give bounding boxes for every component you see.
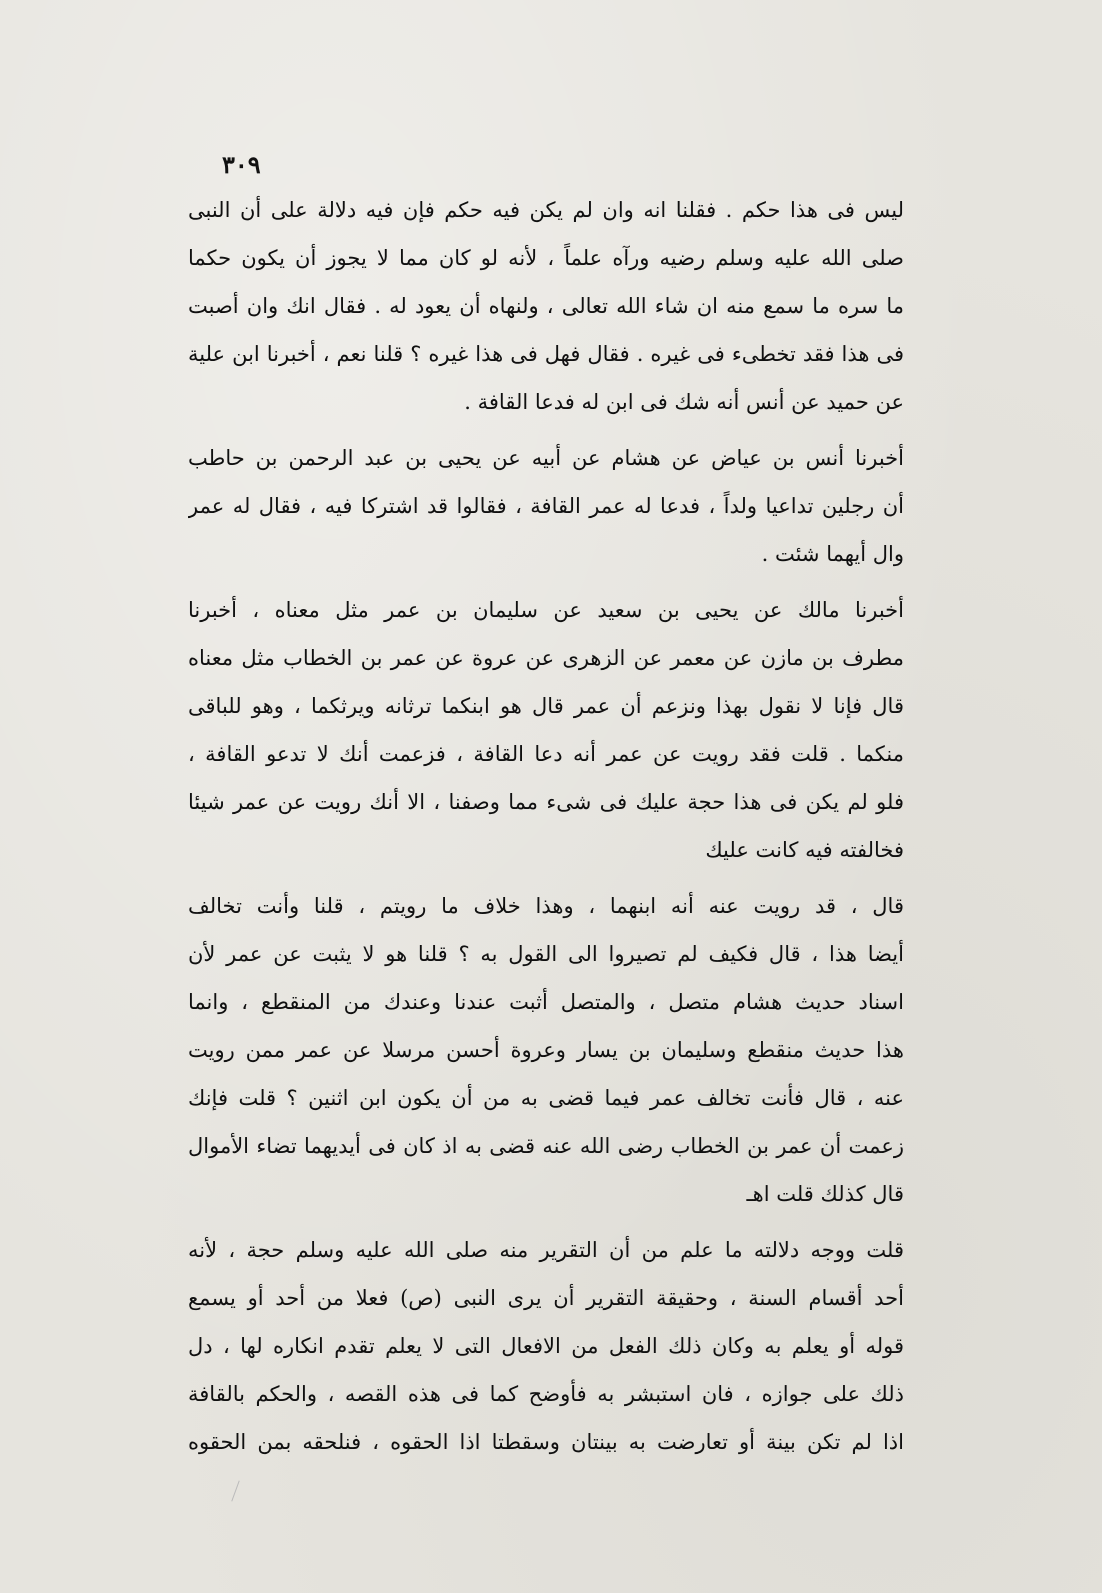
body-text [188, 186, 904, 1466]
text-line: فلو لم يكن فى هذا حجة عليك فى شىء مما وصفنا ، الا أنك رويت عن عمر شيئا [188, 790, 904, 814]
text-line: هذا حديث منقطع وسليمان بن يسار وعروة أحسن مرسلا عن عمر ممن رويت [188, 1038, 904, 1062]
text-line: ليس فى هذا حكم . فقلنا انه وان لم يكن فيه حكم فإن فيه دلالة على أن النبى [188, 198, 904, 222]
text-line: قال فإنا لا نقول بهذا ونزعم أن عمر قال هو ابنكما ترثانه ويرثكما ، وهو للباقى [188, 694, 904, 718]
paragraph [188, 882, 904, 1218]
text-line: أخبرنا مالك عن يحيى بن سعيد عن سليمان بن عمر مثل معناه ، أخبرنا [188, 598, 904, 622]
paragraph [188, 186, 904, 426]
text-line: مطرف بن مازن عن معمر عن الزهرى عن عروة عن عمر بن الخطاب مثل معناه [188, 646, 904, 670]
text-line: عنه ، قال فأنت تخالف عمر فيما قضى به من أن يكون ابن اثنين ؟ قلت فإنك [188, 1086, 904, 1110]
page-number: ٣٠٩ [222, 150, 261, 179]
text-line: أيضا هذا ، قال فكيف لم تصيروا الى القول به ؟ قلنا هو لا يثبت عن عمر لأن [188, 942, 904, 966]
text-line: أحد أقسام السنة ، وحقيقة التقرير أن يرى النبى (ص) فعلا من أحد أو يسمع [188, 1286, 904, 1310]
text-line: اذا لم تكن بينة أو تعارضت به بينتان وسقطتا اذا الحقوه ، فنلحقه بمن الحقوه [188, 1430, 904, 1454]
text-line: قلت ووجه دلالته ما علم من أن التقرير منه صلى الله عليه وسلم حجة ، لأنه [188, 1238, 904, 1262]
paragraph [188, 586, 904, 874]
text-line: قال كذلك قلت اهـ [746, 1182, 904, 1206]
paragraph [188, 1226, 904, 1466]
text-line: منكما . قلت فقد رويت عن عمر أنه دعا القافة ، فزعمت أنك لا تدعو القافة ، [188, 742, 904, 766]
paragraph [188, 434, 904, 578]
text-line: اسناد حديث هشام متصل ، والمتصل أثبت عندنا وعندك من المنقطع ، وانما [188, 990, 904, 1014]
text-line: صلى الله عليه وسلم رضيه ورآه علماً ، لأنه لو كان مما لا يجوز أن يكون حكما [188, 246, 904, 270]
text-line: عن حميد عن أنس أنه شك فى ابن له فدعا القافة . [464, 390, 904, 414]
text-line: قوله أو يعلم به وكان ذلك الفعل من الافعال التى لا يعلم تقدم انكاره لها ، دل [188, 1334, 904, 1358]
text-line: فخالفته فيه كانت عليك [705, 838, 904, 862]
text-line: زعمت أن عمر بن الخطاب رضى الله عنه قضى به اذ كان فى أيديهما تضاء الأموال [188, 1134, 904, 1158]
text-line: ما سره ما سمع منه ان شاء الله تعالى ، ولنهاه أن يعود له . فقال انك وان أصبت [188, 294, 904, 318]
pencil-mark [231, 1480, 239, 1501]
text-line: أخبرنا أنس بن عياض عن هشام عن أبيه عن يحيى بن عبد الرحمن بن حاطب [188, 446, 904, 470]
text-line: قال ، قد رويت عنه أنه ابنهما ، وهذا خلاف ما رويتم ، قلنا وأنت تخالف [188, 894, 904, 918]
text-line: وال أيهما شئت . [761, 542, 904, 566]
text-line: فى هذا فقد تخطىء فى غيره . فقال فهل فى هذا غيره ؟ قلنا نعم ، أخبرنا ابن علية [188, 342, 904, 366]
text-line: أن رجلين تداعيا ولداً ، فدعا له عمر القافة ، فقالوا قد اشتركا فيه ، فقال له عمر [188, 494, 904, 518]
text-line: ذلك على جوازه ، فان استبشر به فأوضح كما فى هذه القصه ، والحكم بالقافة [188, 1382, 904, 1406]
